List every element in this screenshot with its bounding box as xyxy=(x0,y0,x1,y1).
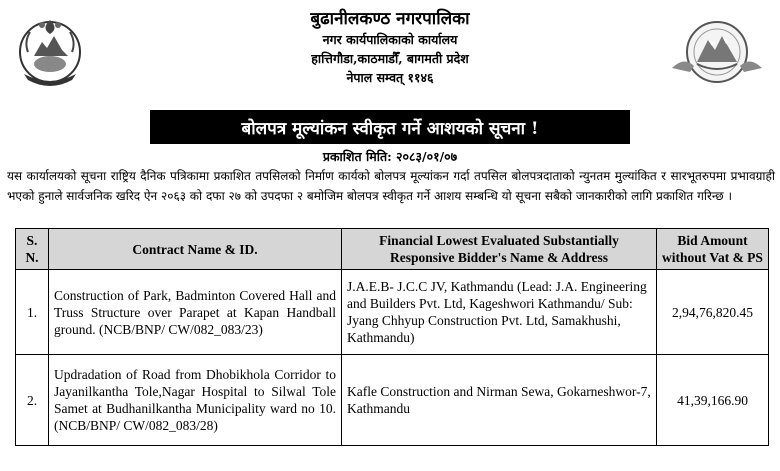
published-date: प्रकाशित मिति: २०८३/०१/०७ xyxy=(322,149,458,164)
row-contract-name: Construction of Park, Badminton Covered Hall and Truss Structure over Parapet at Kapan Handball ground. (NCB/BNP/ CW/082_083/23) xyxy=(49,270,342,355)
header-bid-amount: Bid Amount without Vat & PS xyxy=(657,229,769,270)
municipality-name: बुढानीलकण्ठ नगरपालिका xyxy=(310,9,470,29)
table-row xyxy=(16,270,769,355)
table-row xyxy=(16,355,769,446)
row-sn: 1. xyxy=(16,270,49,355)
header-bidder: Financial Lowest Evaluated Substantially Responsive Bidder's Name & Address xyxy=(342,229,657,270)
notice-body-text: यस कार्यालयको सूचना राष्ट्रिय दैनिक पत्रिकामा प्रकाशित तपसिलको निर्माण कार्यको बोलपत्र मूल्यांकन गर्दा तपसिल बोलपत्रदाताको न्युनतम मुल्यांकित र सारभूतरुपमा प्रभावग्राही भएको हुनाले सार्वजनिक खरिद ऐन २०६३ को दफा २७ को उपदफा २ बमोजिम बोलपत्र स्वीकृत गर्ने आशय सम्बन्धि यो सूचना सबैको जानकारीको लागि प्रकाशित गरिन्छ । xyxy=(7,169,775,203)
row-sn: 2. xyxy=(16,355,49,446)
office-address: हात्तिगौडा,काठमाडौँ, बागमती प्रदेश xyxy=(311,51,469,66)
row-bid-amount: 41,39,166.90 xyxy=(657,355,769,446)
row-contract-name: Updradation of Road from Dhobikhola Corridor to Jayanilkantha Tole,Nagar Hospital to Silwal Tole Samet at Budhanilkantha Municipality ward no 10. (NCB/BNP/ CW/082_083/28) xyxy=(49,355,342,446)
table-header-row xyxy=(16,229,769,270)
letterhead xyxy=(200,8,580,87)
notice-title-banner: बोलपत्र मूल्यांकन स्वीकृत गर्ने आशयको सूचना ! xyxy=(150,110,630,144)
row-bid-amount: 2,94,76,820.45 xyxy=(657,270,769,355)
header-contract-name: Contract Name & ID. xyxy=(49,229,342,270)
office-name: नगर कार्यपालिकाको कार्यालय xyxy=(322,32,458,47)
contracts-table xyxy=(15,228,769,446)
municipality-logo xyxy=(664,16,770,88)
row-bidder: J.A.E.B- J.C.C JV, Kathmandu (Lead: J.A. Engineering and Builders Pvt. Ltd, Kageshwori Kathmandu/ Sub: Jyang Chhyup Construction Pvt. Ltd, Samakhushi, Kathmandu) xyxy=(342,270,657,355)
row-bidder: Kafle Construction and Nirman Sewa, Gokarneshwor-7, Kathmandu xyxy=(342,355,657,446)
header-sn: S. N. xyxy=(16,229,49,270)
nepal-emblem-logo xyxy=(14,12,86,86)
nepal-sambat-year: नेपाल सम्वत् ११४६ xyxy=(346,70,434,85)
